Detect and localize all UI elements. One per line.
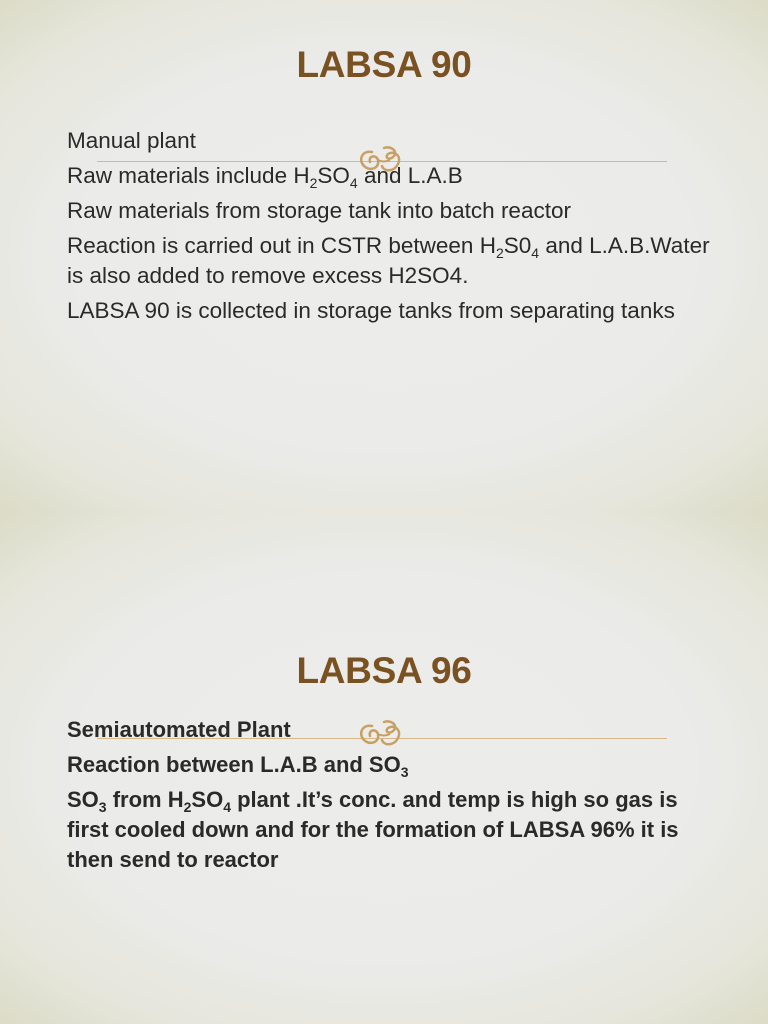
slide-title: LABSA 90: [296, 44, 472, 85]
slide-body: [67, 126, 717, 331]
bullet-text: Raw materials from storage tank into batch reactor: [67, 198, 571, 223]
bullet-text: Manual plant: [67, 128, 196, 153]
bullet-text: $SO_3$ from $H_2SO_4$ plant .It’s conc. and temp is high so gas is first cooled down and for the formation of LABSA 96% it is then send to reactor: [67, 787, 679, 872]
slide-labsa-96: [0, 512, 768, 1024]
subscript: 3: [400, 764, 409, 780]
subscript: 2: [309, 175, 318, 191]
bullet-text: Semiautomated Plant: [67, 717, 291, 742]
bullet-text: Reaction is carried out in CSTR between $H_2S0_4$ and L.A.B.Water is also added to remove excess H2SO4.: [67, 233, 710, 288]
bullet-text: LABSA 90 is collected in storage tanks from separating tanks: [67, 298, 675, 323]
bullet-text: Reaction between L.A.B and $SO_3$: [67, 752, 409, 780]
subscript: 2: [495, 245, 504, 261]
slide-body: [67, 715, 717, 880]
subscript: 3: [98, 799, 107, 815]
subscript: 4: [531, 245, 540, 261]
slide-title: LABSA 96: [296, 650, 472, 691]
subscript: 2: [183, 799, 192, 815]
subscript: 4: [223, 799, 231, 815]
subscript: 4: [349, 175, 358, 191]
bullet-text: Raw materials include $H_2SO_4$ and L.A.B: [67, 163, 463, 191]
